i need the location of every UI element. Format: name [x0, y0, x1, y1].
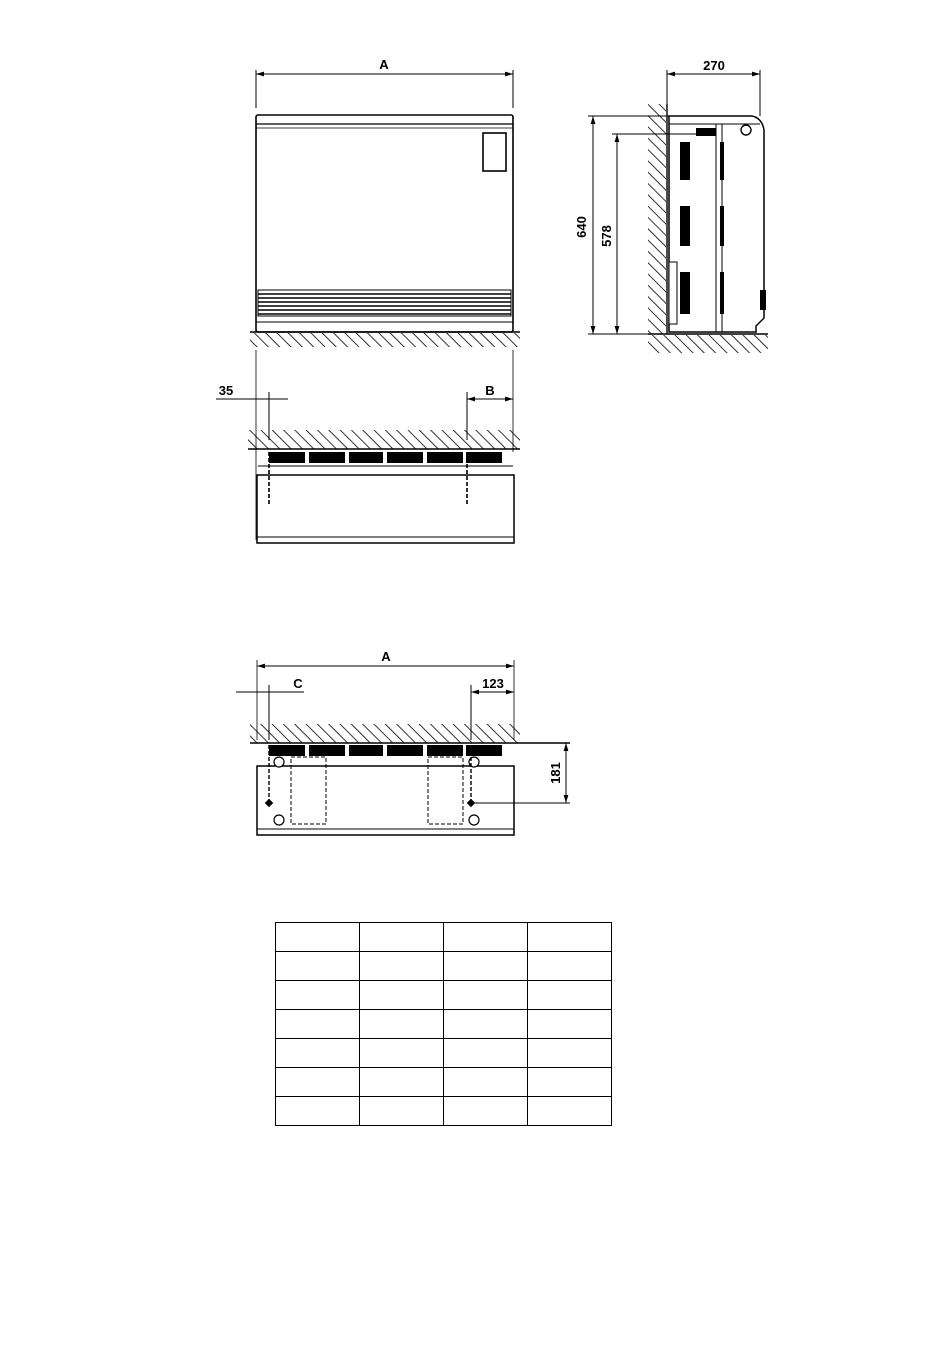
table-row: [276, 981, 612, 1010]
table-cell: [444, 981, 528, 1010]
control-panel: [483, 133, 506, 171]
table-cell: [528, 952, 612, 981]
bracket-body: [257, 475, 514, 543]
dimension-640-label: 640: [574, 216, 589, 238]
table-row: [276, 1010, 612, 1039]
table-cell: [276, 1010, 360, 1039]
table-cell: [444, 1097, 528, 1126]
table-cell: [276, 1097, 360, 1126]
spec-table: [275, 922, 612, 1126]
front-grille: [258, 290, 511, 316]
table-row: [276, 1097, 612, 1126]
dimension-b-label: B: [485, 383, 495, 398]
bottom-view: [236, 649, 570, 835]
table-cell: [276, 923, 360, 952]
side-knob-icon: [741, 125, 751, 135]
table-cell: [444, 952, 528, 981]
table-cell: [360, 1010, 444, 1039]
table-row: [276, 1039, 612, 1068]
table-cell: [360, 952, 444, 981]
mount-hole-icon: [469, 815, 479, 825]
table-cell: [528, 923, 612, 952]
table-cell: [276, 1068, 360, 1097]
table-cell: [528, 1039, 612, 1068]
dimension-a2-label: A: [381, 649, 391, 664]
side-view: [574, 58, 768, 353]
table-row: [276, 952, 612, 981]
dimension-123-label: 123: [482, 676, 504, 691]
dimension-35-label: 35: [218, 383, 234, 398]
table-cell: [444, 923, 528, 952]
bracket-view: [216, 350, 520, 543]
table-cell: [444, 1039, 528, 1068]
table-cell: [276, 981, 360, 1010]
table-cell: [528, 1097, 612, 1126]
front-view: [250, 57, 520, 347]
dimension-c-label: C: [293, 676, 303, 691]
mount-hole-icon: [274, 757, 284, 767]
table-cell: [276, 952, 360, 981]
table-cell: [528, 1010, 612, 1039]
table-cell: [444, 1010, 528, 1039]
table-row: [276, 1068, 612, 1097]
dimension-270-label: 270: [703, 58, 725, 73]
table-cell: [360, 923, 444, 952]
floor-hatch: [250, 333, 520, 347]
table-cell: [444, 1068, 528, 1097]
table-cell: [360, 1097, 444, 1126]
bottom-grille: [269, 745, 502, 756]
table-cell: [528, 1068, 612, 1097]
mount-hole-icon: [274, 815, 284, 825]
wall-hatch: [648, 104, 666, 334]
table-cell: [360, 1068, 444, 1097]
side-floor-hatch: [648, 335, 768, 353]
table-row: [276, 923, 612, 952]
dimension-181-label: 181: [548, 762, 563, 784]
dimension-a-label: A: [379, 57, 389, 72]
spec-table-body: [276, 923, 612, 1126]
table-cell: [276, 1039, 360, 1068]
table-cell: [360, 981, 444, 1010]
table-cell: [528, 981, 612, 1010]
table-cell: [360, 1039, 444, 1068]
dimension-578-label: 578: [599, 225, 614, 247]
